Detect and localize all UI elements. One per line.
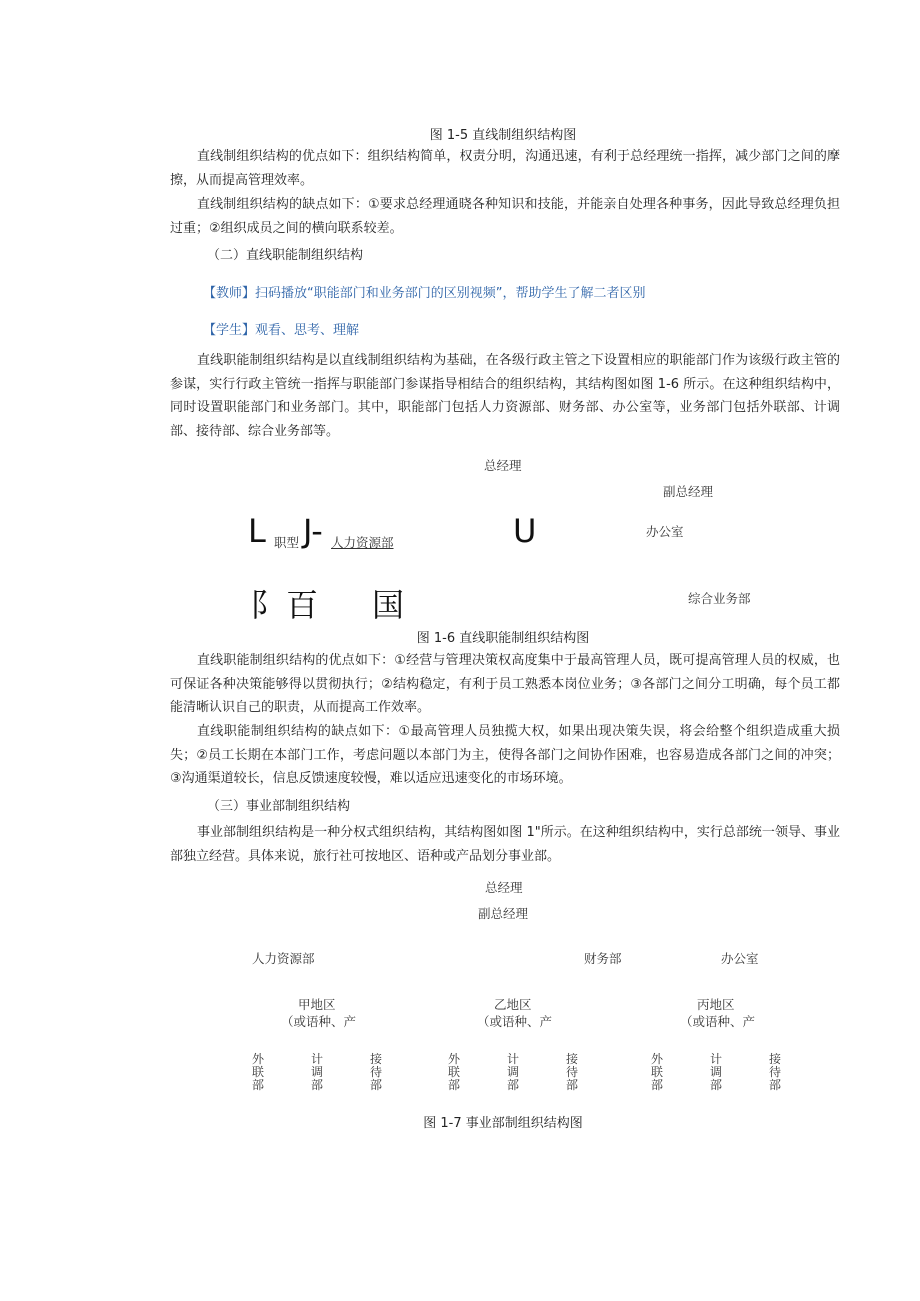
fig17-dept-label: 计调部	[709, 1052, 722, 1092]
fig17-dept-label: 外联部	[251, 1052, 264, 1092]
fig17-hr-node: 人力资源部	[252, 951, 315, 966]
paragraph-division-intro: 事业部制组织结构是一种分权式组织结构，其结构图如图 1"所示。在这种组织结构中，实行总部统一领导、事业部独立经营。具体来说，旅行社可按地区、语种或产品划分事业部。	[170, 825, 840, 864]
fig17-region-sub: （或语种、产	[477, 1014, 553, 1029]
student-note: 【学生】观看、思考、理解	[203, 323, 360, 338]
fig16-glyph-row: 阝百	[250, 586, 323, 624]
fig16-glyph-u: U	[513, 512, 537, 550]
fig17-vice-node: 副总经理	[478, 906, 529, 921]
figure-1-5-caption: 图 1-5 直线制组织结构图	[429, 128, 577, 143]
fig16-general-biz-node: 综合业务部	[688, 591, 751, 606]
fig17-office-node: 办公室	[721, 951, 759, 966]
fig17-finance-node: 财务部	[584, 951, 622, 966]
paragraph-lf-disadvantages: 直线职能制组织结构的缺点如下：①最高管理人员独揽大权，如果出现决策失误，将会给整个组织造成重大损失；②员工长期在本部门工作，考虑问题以本部门为主，使得各部门之间协作困难，也容易造成各部门之间的冲突；③沟通渠道较长，信息反馈速度较慢，难以适应迅速变化的市场环境。	[170, 724, 840, 786]
fig17-region-sub: （或语种、产	[680, 1014, 756, 1029]
fig17-dept-label: 计调部	[506, 1052, 519, 1092]
fig17-dept-label: 接待部	[768, 1052, 781, 1092]
fig16-glyph-l: L	[248, 512, 266, 550]
fig17-ceo-node: 总经理	[485, 880, 523, 895]
fig17-dept-label: 计调部	[310, 1052, 323, 1092]
section-heading-division: （三）事业部制组织结构	[207, 799, 351, 814]
teacher-note: 【教师】扫码播放“职能部门和业务部门的区别视频”，帮助学生了解二者区别	[203, 286, 646, 301]
fig17-region-name: 丙地区	[697, 997, 735, 1012]
fig17-dept-label: 外联部	[650, 1052, 663, 1092]
fig16-office-node: 办公室	[646, 524, 684, 539]
fig16-glyph-j: J-	[303, 512, 323, 550]
fig16-hr-node: 人力资源部	[331, 535, 394, 550]
paragraph-line-functional-intro: 直线职能制组织结构是以直线制组织结构为基础，在各级行政主管之下设置相应的职能部门作为该级行政主管的参谋，实行行政主管统一指挥与职能部门参谋指导相结合的组织结构，其结构图如图 1-6 所示。在这种组织结构中，同时设置职能部门和业务部门。其中，职能部门包括人力资源部、财务部、办公室等，业务部门包括外联部、计调部、接待部、综合业务部等。	[170, 353, 840, 439]
paragraph-lf-advantages: 直线职能制组织结构的优点如下：①经营与管理决策权高度集中于最高管理人员，既可提高管理人员的权威，也可保证各种决策能够得以贯彻执行；②结构稳定，有利于员工熟悉本岗位业务；③各部门之间分工明确，每个员工都能清晰认识自己的职责，从而提高工作效率。	[170, 653, 840, 715]
figure-1-6-caption: 图 1-6 直线职能制组织结构图	[416, 631, 590, 646]
fig16-vice-node: 副总经理	[663, 484, 714, 499]
fig16-ceo-node: 总经理	[484, 458, 522, 473]
fig17-region-name: 甲地区	[298, 997, 336, 1012]
figure-1-7-caption: 图 1-7 事业部制组织结构图	[423, 1116, 583, 1131]
fig17-dept-label: 外联部	[447, 1052, 460, 1092]
section-heading-line-functional: （二）直线职能制组织结构	[207, 248, 364, 263]
paragraph-line-advantages: 直线制组织结构的优点如下：组织结构简单，权责分明，沟通迅速，有利于总经理统一指挥，减少部门之间的摩擦，从而提高管理效率。	[170, 149, 840, 188]
fig17-dept-label: 接待部	[369, 1052, 382, 1092]
fig17-region-name: 乙地区	[494, 997, 532, 1012]
fig17-region-sub: （或语种、产	[281, 1014, 357, 1029]
fig16-small-label: 职型	[274, 535, 300, 550]
paragraph-line-disadvantages: 直线制组织结构的缺点如下：①要求总经理通晓各种知识和技能，并能亲自处理各种事务，因此导致总经理负担过重；②组织成员之间的横向联系较差。	[170, 197, 840, 236]
fig17-dept-label: 接待部	[565, 1052, 578, 1092]
fig16-glyph-guo: 国	[372, 586, 405, 624]
